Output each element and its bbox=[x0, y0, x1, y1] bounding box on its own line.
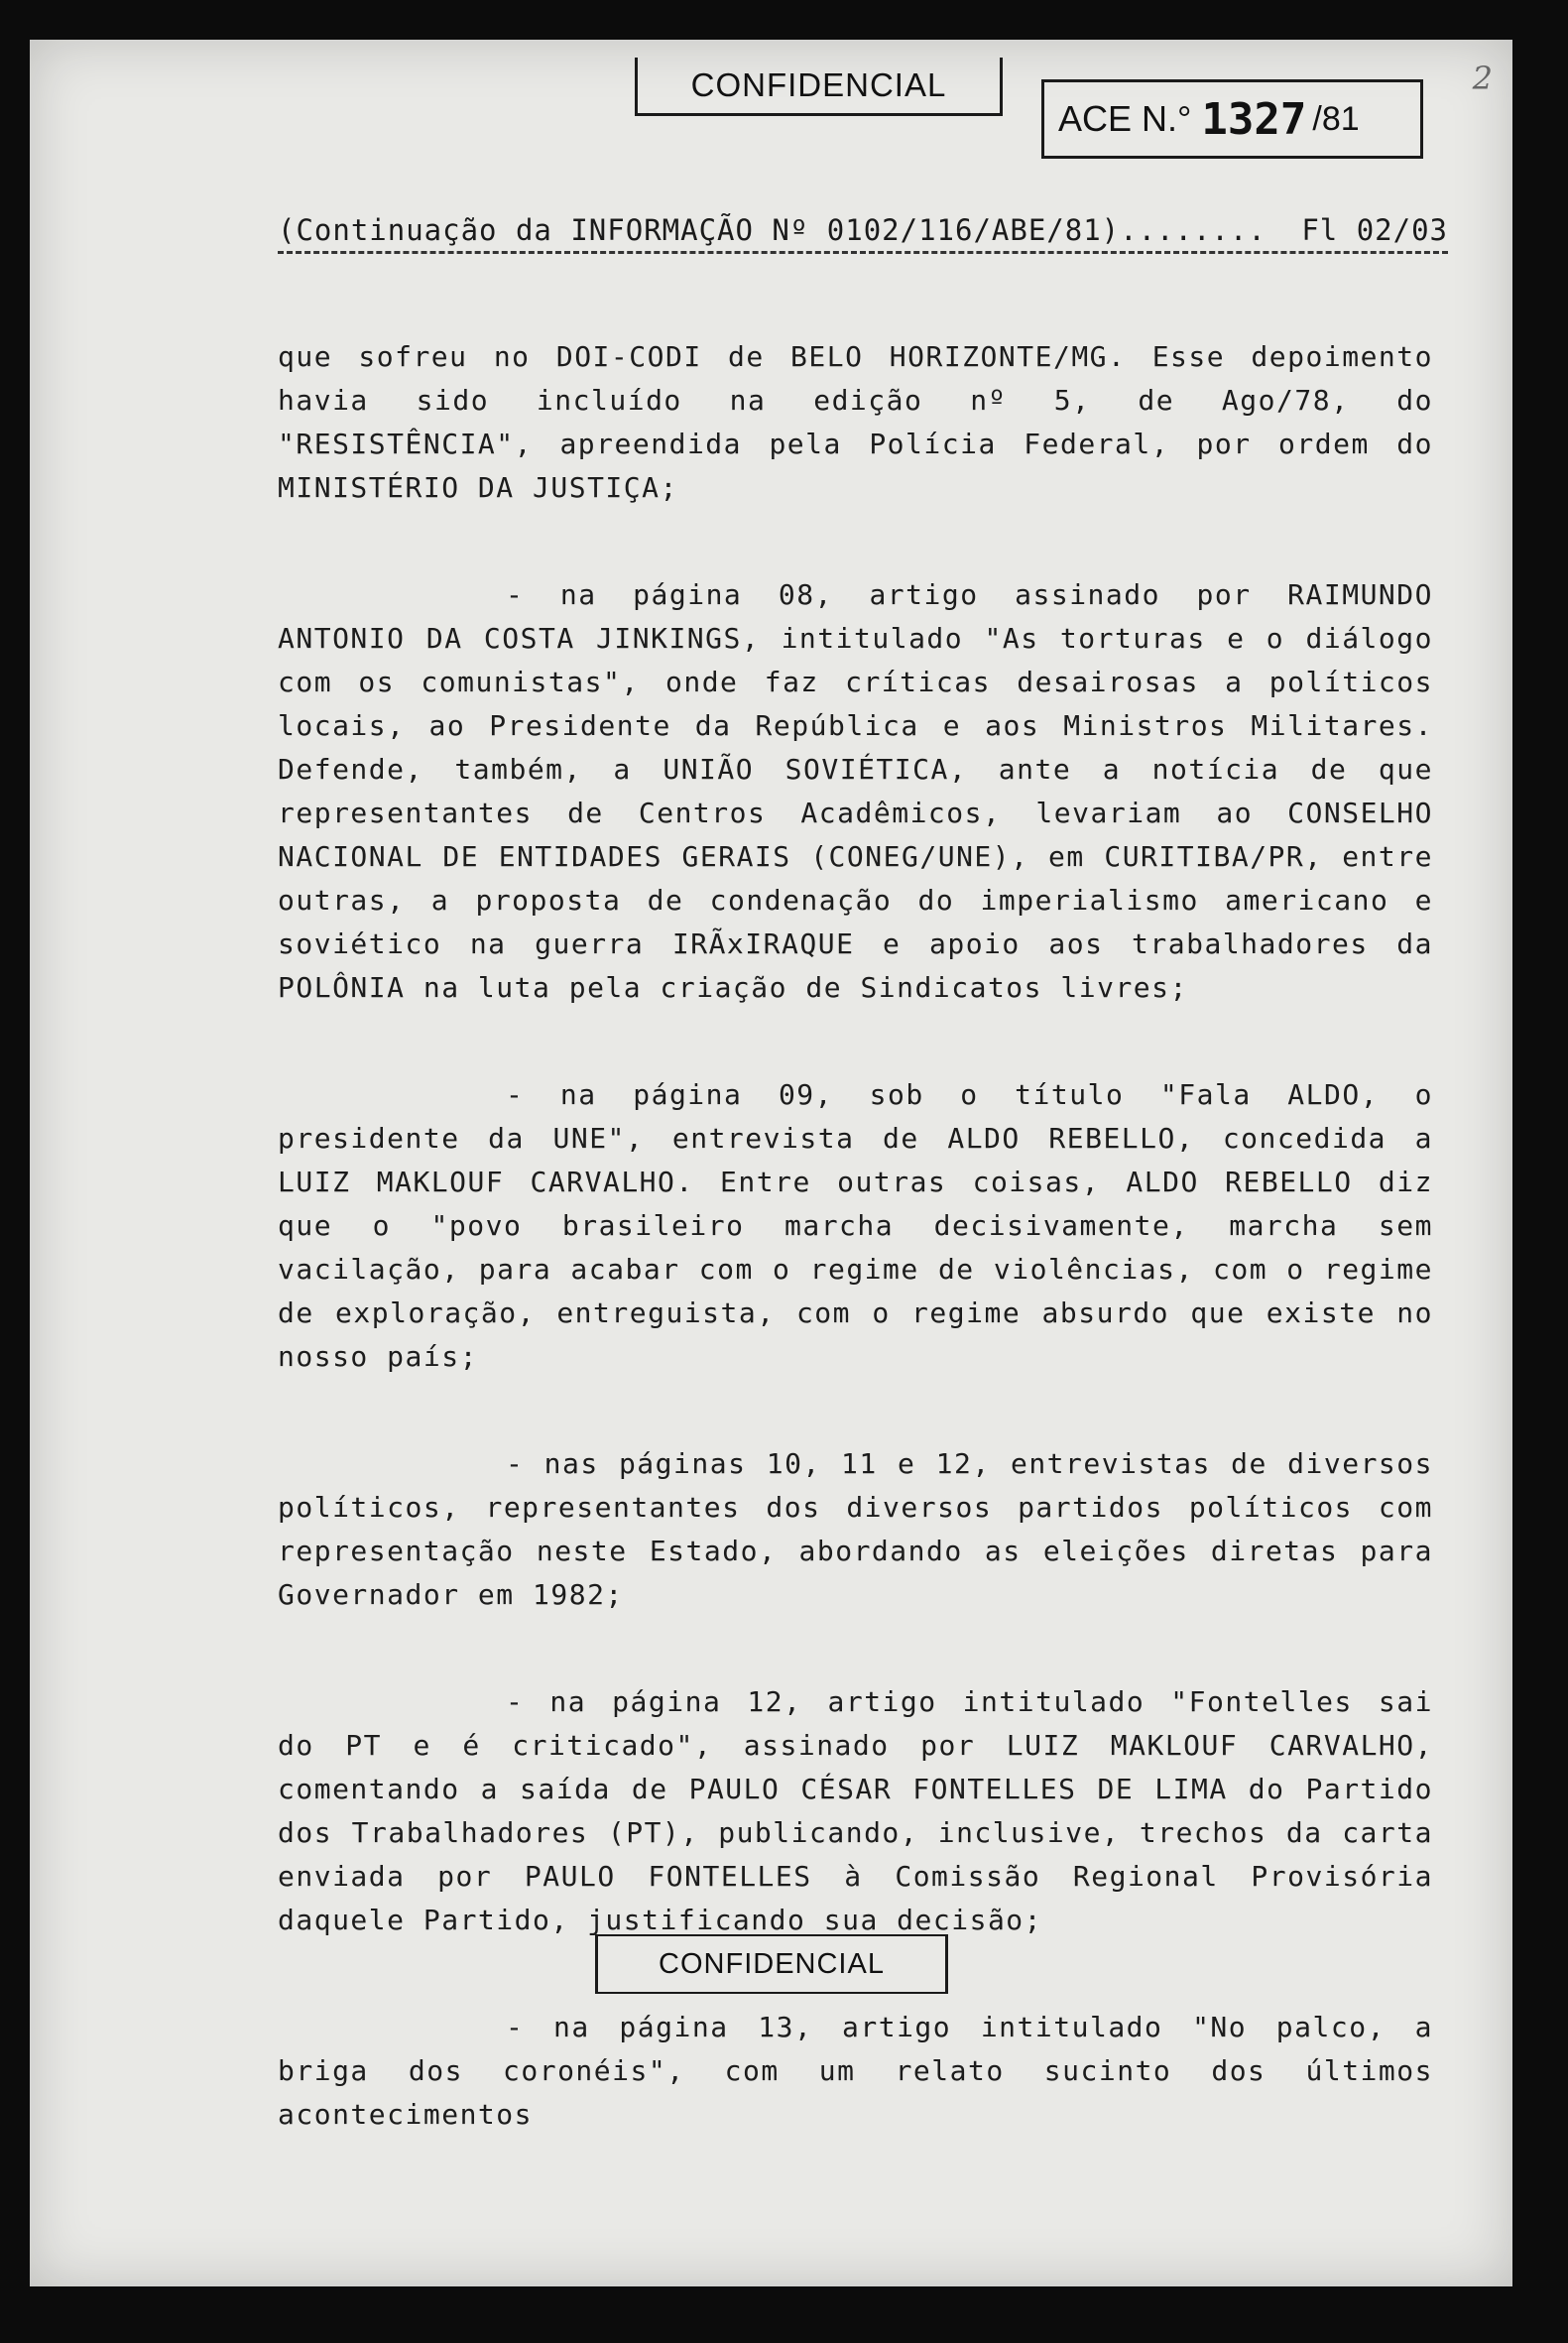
paragraph-continuation: que sofreu no DOI-CODI de BELO HORIZONTE/MG. Esse depoimento havia sido incluído na edição nº 5, de Ago/78, do "RESISTÊNCIA", apreendida pela Polícia Federal, por ordem do MINISTÉRIO DA JUSTIÇA; bbox=[278, 340, 1433, 504]
handwritten-page-mark: 2 bbox=[1472, 60, 1493, 97]
sheet-number: Fl 02/03 bbox=[1301, 213, 1448, 247]
paragraph-page-09: - na página 09, sob o título "Fala ALDO, o presidente da UNE", entrevista de ALDO REBELLO, concedida a LUIZ MAKLOUF CARVALHO. Entre outras coisas, ALDO REBELLO diz que o "povo brasileiro marcha decisivamente, marcha sem vacilação, para acabar com o regime de violências, com o regime de exploração, entreguista, com o regime absurdo que existe no nosso país; bbox=[278, 1078, 1433, 1373]
document-page bbox=[30, 40, 1512, 2286]
ace-number-box bbox=[1041, 79, 1423, 159]
ace-label: ACE N.° bbox=[1058, 98, 1192, 139]
reference-line bbox=[278, 213, 1448, 254]
paragraph-pages-10-12: - nas páginas 10, 11 e 12, entrevistas de diversos políticos, representantes dos diversos partidos políticos com representação neste Estado, abordando as eleições diretas para Governador em 1982; bbox=[278, 1447, 1433, 1611]
ace-number: 1327 bbox=[1201, 93, 1307, 145]
paragraph-page-13: - na página 13, artigo intitulado "No palco, a briga dos coronéis", com um relato sucinto dos últimos acontecimentos bbox=[278, 2011, 1433, 2131]
ace-year: /81 bbox=[1312, 99, 1360, 138]
confidential-stamp-top: CONFIDENCIAL bbox=[635, 58, 1003, 116]
paragraph-page-08: - na página 08, artigo assinado por RAIMUNDO ANTONIO DA COSTA JINKINGS, intitulado "As torturas e o diálogo com os comunistas", onde faz críticas desairosas a políticos locais, ao Presidente da República e aos Ministros Militares. Defende, também, a UNIÃO SOVIÉTICA, ante a notícia de que representantes de Centros Acadêmicos, levariam ao CONSELHO NACIONAL DE ENTIDADES GERAIS (CONEG/UNE), em CURITIBA/PR, entre outras, a proposta de condenação do imperialismo americano e soviético na guerra IRÃxIRAQUE e apoio aos trabalhadores da POLÔNIA na luta pela criação de Sindicatos livres; bbox=[278, 578, 1433, 1004]
paragraph-page-12: - na página 12, artigo intitulado "Fontelles sai do PT e é criticado", assinado por LUIZ MAKLOUF CARVALHO, comentando a saída de PAULO CÉSAR FONTELLES DE LIMA do Partido dos Trabalhadores (PT), publicando, inclusive, trechos da carta enviada por PAULO FONTELLES à Comissão Regional Provisória daquele Partido, justificando sua decisão; bbox=[278, 1685, 1433, 1936]
confidential-stamp-bottom: CONFIDENCIAL bbox=[595, 1934, 948, 1994]
reference-text: (Continuação da INFORMAÇÃO Nº 0102/116/ABE/81)........ bbox=[278, 213, 1266, 247]
document-body bbox=[278, 335, 1433, 2200]
